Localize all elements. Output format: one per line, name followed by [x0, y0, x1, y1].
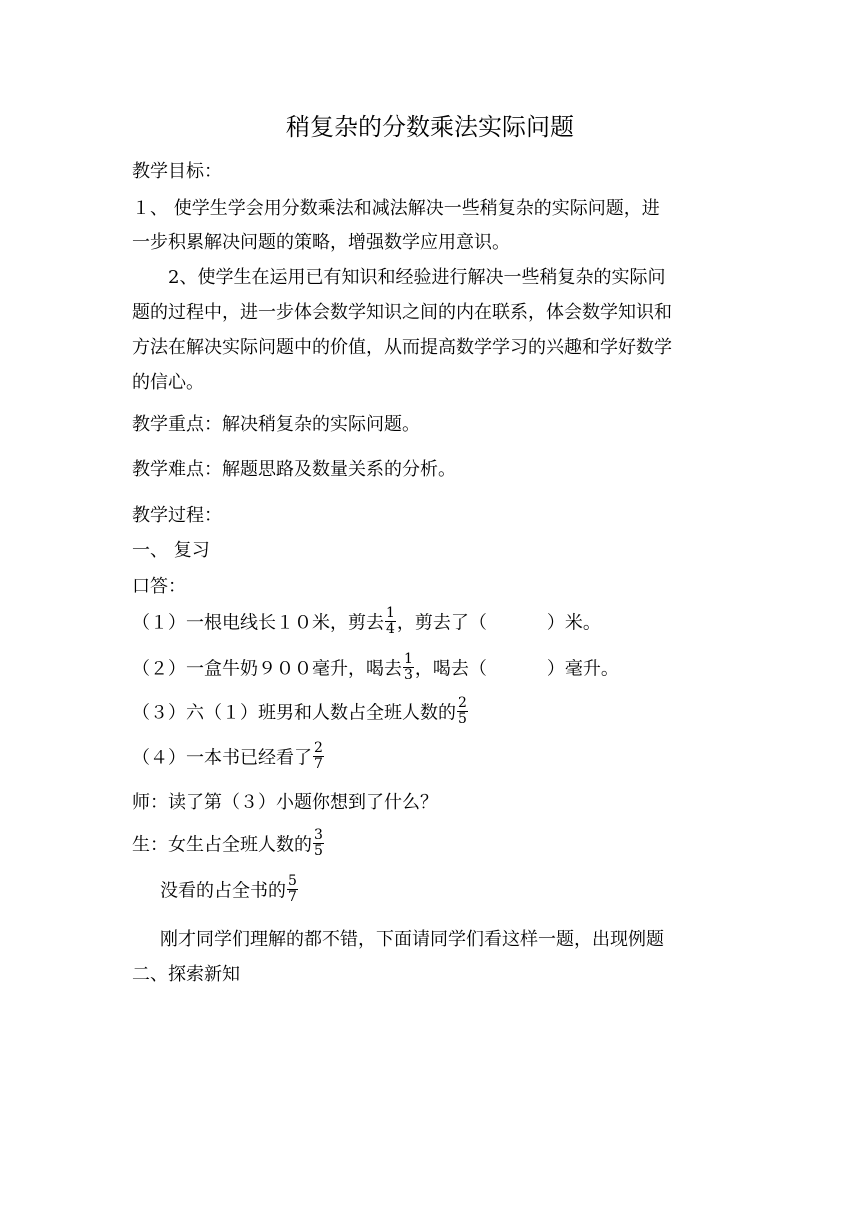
goal-1-line-2: 一步积累解决问题的策略，增强数学应用意识。 — [132, 232, 510, 253]
fraction-numerator: 3 — [314, 827, 323, 843]
question-1-text-b: ，剪去了（ — [396, 612, 487, 634]
fraction-denominator: 7 — [288, 889, 297, 905]
question-1-text: （１）一根电线长１０米，剪去 — [132, 612, 384, 634]
question-2 — [132, 651, 619, 685]
fraction-numerator: 1 — [386, 605, 395, 621]
question-1 — [132, 605, 601, 639]
section-explore-heading: 二、探索新知 — [132, 964, 240, 985]
fraction-numerator: 2 — [314, 740, 323, 756]
key-point: 教学重点：解决稍复杂的实际问题。 — [132, 414, 420, 435]
fraction-denominator: 3 — [404, 667, 413, 683]
section-review-heading: 一、 复习 — [132, 540, 210, 561]
fraction — [313, 741, 324, 772]
fraction — [403, 652, 414, 683]
goal-2-line-3: 方法在解决实际问题中的价值，从而提高数学学习的兴趣和学好数学 — [132, 337, 672, 358]
question-2-text-c: ）毫升。 — [546, 658, 619, 680]
goal-2-line-1: 2、使学生在运用已有知识和经验进行解决一些稍复杂的实际问 — [168, 267, 666, 288]
process-heading: 教学过程： — [132, 505, 222, 526]
student-answer-2-text: 没看的占全书的 — [160, 880, 286, 902]
goal-1-line-1: １、 使学生学会用分数乘法和减法解决一些稍复杂的实际问题，进 — [132, 198, 660, 219]
student-answer-1-text: 生：女生占全班人数的 — [132, 834, 312, 856]
difficult-point: 教学难点：解题思路及数量关系的分析。 — [132, 459, 456, 480]
fraction-denominator: 7 — [314, 756, 323, 772]
question-3 — [132, 695, 469, 729]
fraction — [313, 828, 324, 859]
goal-2-line-4: 的信心。 — [132, 372, 204, 393]
question-4-text: （４）一本书已经看了 — [132, 747, 312, 769]
question-1-text-c: ）米。 — [546, 612, 601, 634]
fraction — [457, 696, 468, 727]
question-2-text-b: ，喝去（ — [414, 658, 487, 680]
fraction-numerator: 5 — [288, 873, 297, 889]
transition-text: 刚才同学们理解的都不错，下面请同学们看这样一题，出现例题 — [160, 929, 664, 950]
fraction-numerator: 1 — [404, 651, 413, 667]
goals-heading: 教学目标： — [132, 161, 222, 182]
fraction-denominator: 4 — [386, 621, 395, 637]
oral-answer-heading: 口答： — [132, 576, 186, 597]
goal-2-line-2: 题的过程中，进一步体会数学知识之间的内在联系，体会数学知识和 — [132, 302, 672, 323]
fraction-numerator: 2 — [458, 695, 467, 711]
fraction-denominator: 5 — [314, 843, 323, 859]
fraction — [287, 874, 298, 905]
teacher-question: 师：读了第（３）小题你想到了什么？ — [132, 792, 438, 813]
question-2-text: （２）一盒牛奶９００毫升，喝去 — [132, 658, 402, 680]
page-title: 稍复杂的分数乘法实际问题 — [286, 113, 574, 141]
question-4 — [132, 740, 325, 774]
fraction-denominator: 5 — [458, 711, 467, 727]
student-answer-2 — [160, 873, 299, 907]
student-answer-1 — [132, 827, 325, 861]
fraction — [385, 606, 396, 637]
question-3-text: （３）六（１）班男和人数占全班人数的 — [132, 702, 456, 724]
